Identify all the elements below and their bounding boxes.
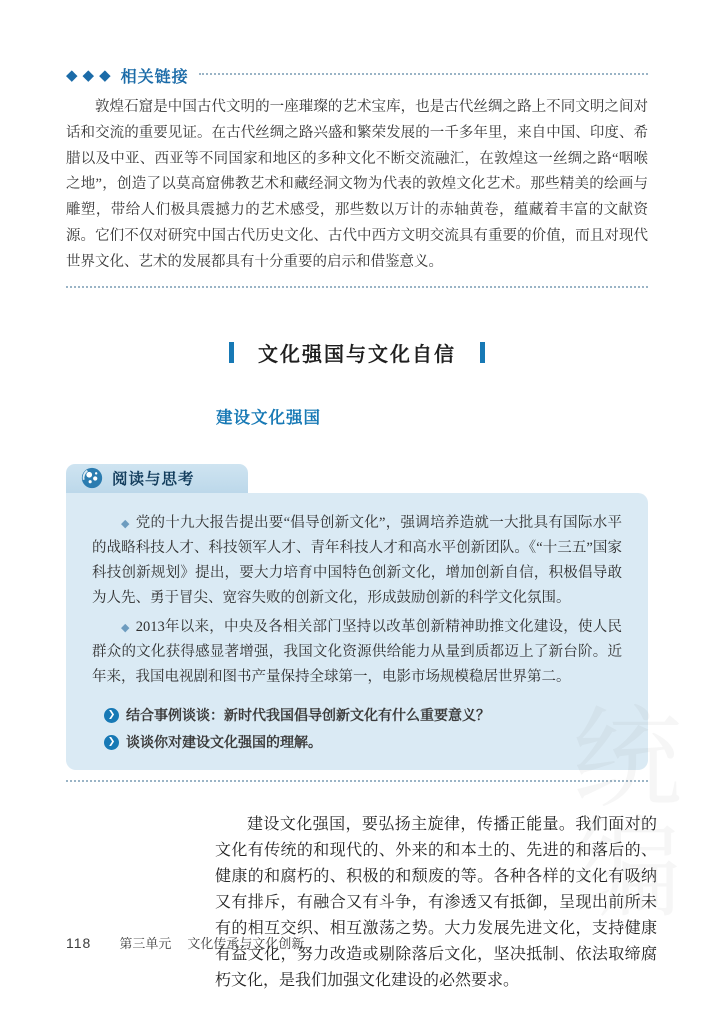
question-text: 谈谈你对建设文化强国的理解。 bbox=[126, 733, 322, 750]
reading-box-tab bbox=[66, 464, 248, 493]
diamond-icon: ◆ bbox=[82, 66, 95, 84]
bubbles-icon bbox=[80, 466, 104, 490]
reading-thinking-box bbox=[66, 464, 648, 770]
reading-paragraph bbox=[92, 511, 622, 611]
chevron-circle-icon: ❯ bbox=[104, 708, 119, 723]
watermark: 统编 bbox=[556, 700, 678, 920]
related-links-body: 敦煌石窟是中国古代文明的一座璀璨的艺术宝库，也是古代丝绸之路上不同文明之间对话和交流的重要见证。在古代丝绸之路兴盛和繁荣发展的一千多年里，来自中国、印度、希腊以及中亚、西亚等不同国家和地区的多种文化不断交流融汇，在敦煌这一丝绸之路“咽喉之地”，创造了以莫高窟佛教艺术和藏经洞文物为代表的敦煌文化艺术。那些精美的绘画与雕塑，带给人们极具震撼力的艺术感受，那些数以万计的赤轴黄卷，蕴藏着丰富的文献资源。它们不仅对研究中国古代历史文化、古代中西方文明交流具有重要的价值，而且对现代世界文化、艺术的发展都具有十分重要的启示和借鉴意义。 bbox=[66, 99, 648, 270]
dotted-separator-bottom bbox=[66, 780, 648, 782]
reading-box-title: 阅读与思考 bbox=[112, 471, 195, 489]
question-text: 结合事例谈谈：新时代我国倡导创新文化有什么重要意义？ bbox=[126, 706, 490, 723]
diamond-bullet-icon: ◆ bbox=[121, 620, 130, 634]
diamond-bullet-icon: ◆ bbox=[121, 516, 130, 530]
chevron-circle-icon: ❯ bbox=[104, 735, 119, 750]
body-paragraph: 建设文化强国，要弘扬主旋律，传播正能量。我们面对的文化有传统的和现代的、外来的和本土的、先进的和落后的、健康的和腐朽的、积极的和颓废的等。各种各样的文化有吸纳又有排斥，有融合又有斗争，有渗透又有抵御，呈现出前所未有的相互交织、相互激荡之势。大力发展先进文化，支持健康有益文化，努力改造或剔除落后文化，坚决抵制、依法取缔腐朽文化，是我们加强文化建设的必然要求。 bbox=[215, 815, 657, 989]
footer-unit-title: 文化传承与文化创新 bbox=[187, 936, 305, 951]
reading-paragraph bbox=[92, 615, 622, 690]
section-title-row bbox=[66, 338, 648, 367]
diamond-icon: ◆ bbox=[99, 66, 111, 84]
reading-paragraph-text: 党的十九大报告提出要“倡导创新文化”，强调培养造就一大批具有国际水平的战略科技人才、科技领军人才、青年科技人才和高水平创新团队。《“十三五”国家科技创新规划》提出，要大力培育中国特色创新文化，增加创新自信，积极倡导敢为人先、勇于冒尖、宽容失败的创新文化，形成鼓励创新的科学文化氛围。 bbox=[92, 514, 622, 606]
title-bar-left bbox=[229, 342, 234, 363]
questions-list bbox=[92, 706, 622, 752]
dotted-separator-top bbox=[66, 286, 648, 288]
reading-box-body bbox=[66, 493, 648, 770]
page-footer bbox=[66, 933, 304, 952]
diamond-icon: ◆ bbox=[66, 66, 78, 84]
reading-paragraph-text: 2013年以来，中央及各相关部门坚持以改革创新精神助推文化建设，使人民群众的文化获得感显著增强，我国文化资源供给能力从量到质都迈上了新台阶。近年来，我国电视剧和图书产量保持全球第一，电影市场规模稳居世界第二。 bbox=[92, 618, 622, 685]
section-title: 文化强国与文化自信 bbox=[258, 343, 456, 366]
page-number: 118 bbox=[66, 935, 92, 951]
section-subtitle: 建设文化强国 bbox=[216, 408, 321, 427]
question-item bbox=[104, 733, 622, 752]
diamond-icons bbox=[66, 68, 111, 83]
title-bar-right bbox=[480, 342, 485, 363]
related-links-title: 相关链接 bbox=[120, 69, 189, 86]
question-item bbox=[104, 706, 622, 725]
footer-unit: 第三单元 bbox=[119, 936, 172, 951]
dotted-leader bbox=[199, 73, 648, 75]
related-links-header bbox=[66, 64, 648, 87]
